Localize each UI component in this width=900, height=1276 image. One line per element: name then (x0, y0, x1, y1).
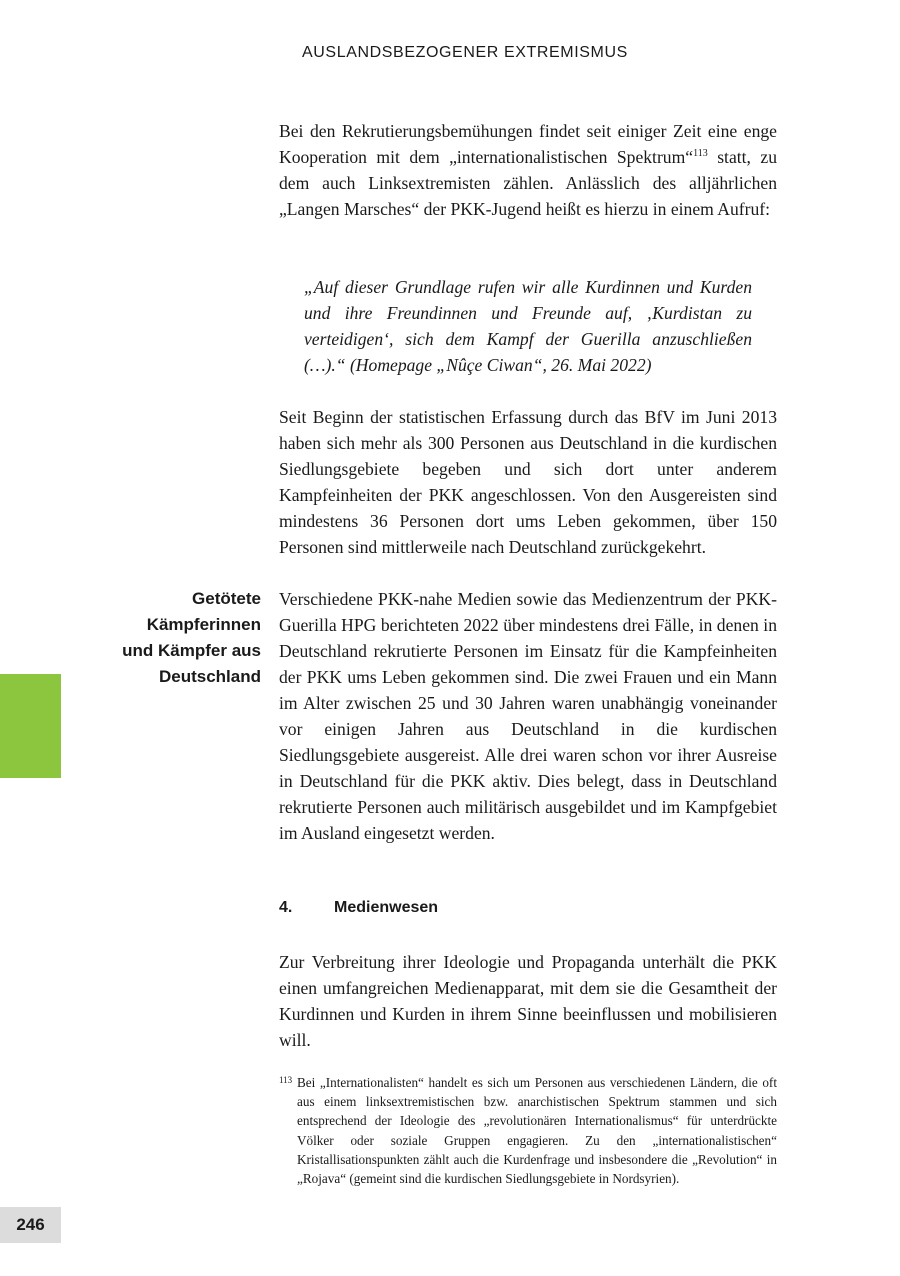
paragraph-text: Bei den Rekrutierungsbemühungen findet seit einiger Zeit eine enge Kooperation mit dem „internationalistischen Spektrum“ (279, 121, 777, 167)
paragraph-text: Zur Verbreitung ihrer Ideologie und Propaganda unterhält die PKK einen umfangreichen Medienapparat, mit dem sie die Gesamtheit der Kurdinnen und Kurden in ihrem Sinne beeinflussen und mobilisieren will. (279, 952, 777, 1050)
paragraph-media (279, 949, 777, 1053)
footnote (279, 1073, 777, 1188)
paragraph-text: Seit Beginn der statistischen Erfassung durch das BfV im Juni 2013 haben sich mehr als 300 Personen aus Deutschland in die kurdischen Siedlungsgebiete begeben und sich dort unter anderem Kampfeinheiten der PKK angeschlossen. Von den Ausgereisten sind mindestens 36 Personen dort ums Leben gekommen, über 150 Personen sind mittlerweile nach Deutschland zurückgekehrt. (279, 407, 777, 557)
quote-text: „Auf dieser Grundlage rufen wir alle Kurdinnen und Kurden und ihre Freundinnen und Freunde auf, ‚Kurdistan zu verteidigen‘, sich dem Kampf der Guerilla anzuschließen (…).“ (304, 277, 752, 375)
margin-heading (100, 586, 261, 690)
paragraph-text: statt, zu dem auch Linksextremisten zählen. Anlässlich des alljährlichen „Langen Marsches“ der PKK-Jugend heißt es hierzu in einem Aufruf: (279, 147, 777, 219)
section-number: 4. (279, 899, 293, 916)
margin-heading-line: Kämpferinnen (146, 615, 261, 634)
paragraph-recruitment (279, 118, 777, 222)
footnote-reference[interactable]: 113 (693, 148, 708, 159)
section-heading (279, 899, 438, 917)
footnote-number: 113 (279, 1075, 293, 1085)
quote-source: (Homepage „Nûçe Ciwan“, 26. Mai 2022) (349, 355, 652, 375)
paragraph-killed-fighters (279, 586, 777, 846)
margin-heading-line: Getötete (192, 589, 261, 608)
page-number: 246 (0, 1207, 61, 1243)
paragraph-statistics (279, 404, 777, 560)
chapter-color-tab (0, 674, 61, 778)
running-header: AUSLANDSBEZOGENER EXTREMISMUS (302, 44, 628, 61)
block-quote (304, 274, 752, 378)
section-title: Medienwesen (334, 899, 439, 916)
margin-heading-line: und Kämpfer aus (122, 641, 261, 660)
paragraph-text: Verschiedene PKK-nahe Medien sowie das Medienzentrum der PKK-Guerilla HPG berichteten 2022 über mindestens drei Fälle, in denen in Deutschland rekrutierte Personen im Einsatz für die Kampfeinheiten der PKK ums Leben gekommen sind. Die zwei Frauen und ein Mann im Alter zwischen 25 und 30 Jahren waren unabhängig voneinander vor einigen Jahren aus Deutschland in die kurdischen Siedlungsgebiete ausgereist. Alle drei waren schon vor ihrer Ausreise in Deutschland für die PKK aktiv. Dies belegt, dass in Deutschland rekrutierte Personen auch militärisch ausgebildet und im Kampfgebiet im Ausland eingesetzt werden. (279, 589, 777, 843)
footnote-text: Bei „Internationalisten“ handelt es sich um Personen aus verschiedenen Ländern, die oft aus einem linksextremistischen bzw. anarchistischen Spektrum stammen und sich entsprechend der Ideologie des „revolutionären Internationalismus“ für unterdrückte Völker oder soziale Gruppen engagieren. Zu den „internationalistischen“ Kristallisationspunkten zählt auch die Kurdenfrage und insbesondere die „Revolution“ in „Rojava“ (gemeint sind die kurdischen Siedlungsgebiete in Nordsyrien). (297, 1075, 777, 1187)
margin-heading-line: Deutschland (158, 667, 261, 686)
